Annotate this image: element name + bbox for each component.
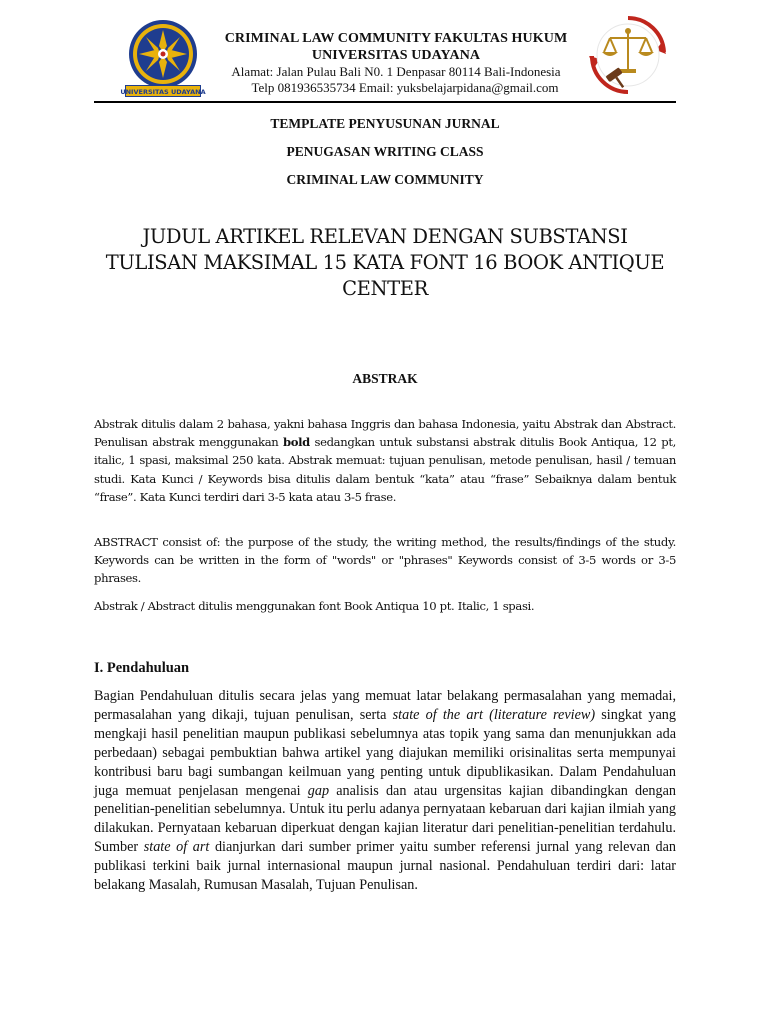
letterhead-divider <box>94 101 676 103</box>
seal-banner-text: UNIVERSITAS UDAYANA <box>120 88 206 96</box>
abstract-p1-text-a: Abstrak ditulis dalam 2 bahasa, yakni bahasa Inggris dan bahasa Indonesia, yaitu Abstrak dan Abstract. Penulisan abstrak menggunakan <box>94 417 676 450</box>
pendahuluan-italic-3: state of art <box>143 839 210 856</box>
org-name-line2: UNIVERSITAS UDAYANA <box>311 48 481 63</box>
abstract-paragraph-1 <box>94 415 676 506</box>
article-title <box>94 224 676 302</box>
abstract-paragraph-2: ABSTRACT consist of: the purpose of the study, the writing method, the results/findings of the study. Keywords can be written in the form of "words" or "phrases" Keywords consist of 3-5 words or 3-5 phrases. <box>94 535 676 586</box>
pendahuluan-text-3: analisis dan atau urgensitas kajian dibandingkan dengan penelitian-penelitian sebelumnya. Untuk itu perlu adanya pernyataan kebaruan dari kajian ilmiah yang dilakukan. Pernyataan kebaruan diperkuat dengan kajian literatur dari penelitian-penelitian terdahulu. Sumber <box>94 782 676 856</box>
assignment-title: PENUGASAN WRITING CLASS <box>286 144 484 159</box>
section-heading-pendahuluan: I. Pendahuluan <box>94 660 190 676</box>
pendahuluan-italic-1: state of the art (literature review) <box>392 706 596 723</box>
community-title: CRIMINAL LAW COMMUNITY <box>286 172 484 187</box>
letterhead <box>200 30 592 96</box>
abstract-paragraph-3: Abstrak / Abstract ditulis menggunakan font Book Antiqua 10 pt. Italic, 1 spasi. <box>94 599 535 613</box>
pendahuluan-italic-2: gap <box>307 782 330 799</box>
contact-line: Telp 081936535734 Email: yuksbelajarpidana@gmail.com <box>251 80 559 95</box>
article-title-line-2: TULISAN MAKSIMAL 15 KATA FONT 16 BOOK ANTIQUE <box>105 251 665 274</box>
abstract-p1-text-b: sedangkan untuk substansi abstrak ditulis Book Antiqua, 12 pt, italic, 1 spasi, maksimal 250 kata. Abstrak memuat: tujuan penulisan, metode penulisan, hasil / temuan studi. Kata Kunci / Keywords bisa ditulis dalam bentuk “kata” atau “frase” Sebaiknya dalam bentuk “frase”. Kata Kunci terdiri dari 3-5 kata atau 3-5 frase. <box>94 435 676 504</box>
abstract-p1-bold: bold <box>282 435 310 450</box>
template-title: TEMPLATE PENYUSUNAN JURNAL <box>270 116 500 131</box>
pendahuluan-paragraph <box>94 687 676 895</box>
pendahuluan-text-2: singkat yang mengkaji hasil penelitian maupun publikasi sebelumnya atas topik yang sama dan menunjukkan ada perbedaan) sebagai pembuktian bahwa artikel yang diajukan memiliki orisinalitas serta mempunyai kontribusi baru bagi sumbangan keilmuan yang penting untuk dipublikasikan. Dalam Pendahuluan juga memuat penjelasan mengenai <box>94 706 676 799</box>
article-title-line-1: JUDUL ARTIKEL RELEVAN DENGAN SUBSTANSI <box>142 225 628 248</box>
udayana-seal-icon <box>120 16 206 100</box>
pendahuluan-text-1: Bagian Pendahuluan ditulis secara jelas yang memuat latar belakang permasalahan yang memadai, permasalahan yang dikaji, tujuan penulisan, serta <box>94 688 676 723</box>
abstrak-heading: ABSTRAK <box>352 371 418 386</box>
scales-of-justice-gavel-icon <box>586 12 670 98</box>
article-title-line-3: CENTER <box>342 277 428 300</box>
org-name-line1: CRIMINAL LAW COMMUNITY FAKULTAS HUKUM <box>224 31 568 46</box>
pendahuluan-text-4: dianjurkan dari sumber primer yaitu sumber referensi jurnal yang relevan dan publikasi terkini baik jurnal internasional maupun jurnal nasional. Pendahuluan terdiri dari: latar belakang Masalah, Rumusan Masalah, Tujuan Penulisan. <box>94 839 677 894</box>
address-line: Alamat: Jalan Pulau Bali N0. 1 Denpasar 80114 Bali-Indonesia <box>231 64 561 79</box>
